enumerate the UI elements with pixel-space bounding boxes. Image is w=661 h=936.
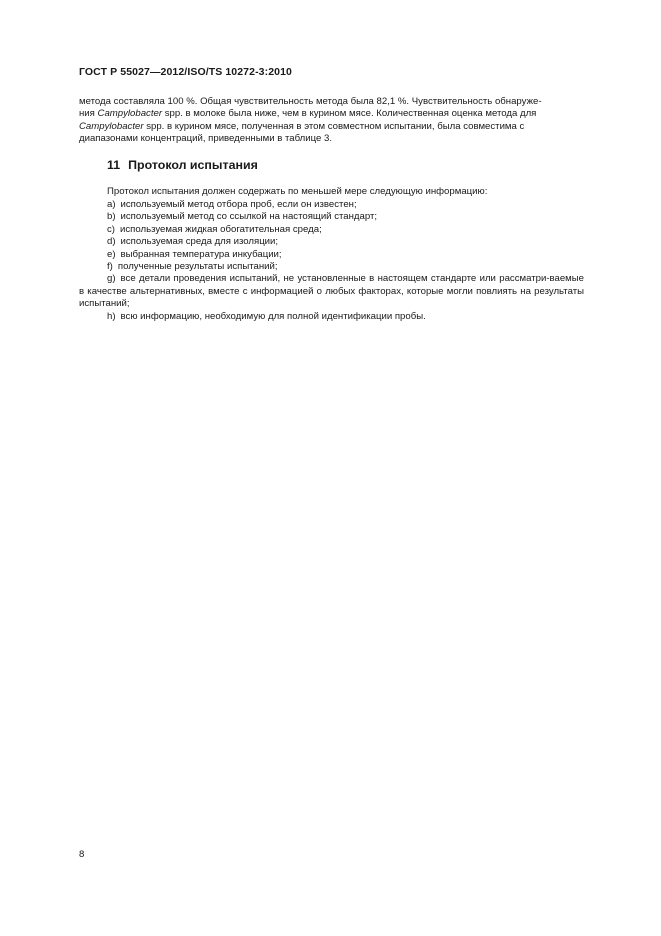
list-marker: a): [107, 199, 116, 210]
list-item-text: всю информацию, необходимую для полной идентификации пробы.: [120, 310, 426, 322]
list-item-text: все детали проведения испытаний, не установленные в настоящем стандарте или рассматри-ваемые в качестве альтернативных, вместе с информацией о любых факторах, которые могли повлиять на результаты испытаний;: [79, 273, 584, 310]
intro-line: [79, 121, 584, 133]
list-item: [79, 236, 584, 248]
list-item: [79, 273, 584, 310]
list-item: [79, 261, 584, 273]
list-item: [79, 224, 584, 236]
list-marker: e): [107, 248, 116, 260]
intro-text: ния: [79, 108, 98, 120]
list-marker: d): [107, 236, 116, 248]
requirements-list: [79, 199, 584, 323]
section-title-text: Протокол испытания: [128, 158, 258, 172]
list-item-text: используемый метод отбора проб, если он известен;: [120, 199, 357, 210]
intro-line: [79, 96, 584, 108]
genus-name: Campylobacter: [97, 108, 163, 120]
list-item-text: используемая среда для изоляции;: [120, 236, 279, 248]
list-marker: b): [107, 211, 116, 223]
section-number: 11: [107, 158, 121, 172]
intro-text: диапазонами концентраций, приведенными в таблице 3.: [79, 133, 333, 145]
intro-paragraph: [79, 96, 584, 146]
section-lead: Протокол испытания должен содержать по меньшей мере следующую информацию:: [107, 186, 488, 197]
list-item-text: используемая жидкая обогатительная среда;: [120, 223, 322, 235]
list-marker: f): [107, 261, 113, 273]
list-item: [79, 199, 584, 211]
intro-line: [79, 133, 584, 145]
intro-text: spp. в молоке была ниже, чем в курином мясе. Количественная оценка метода для: [162, 108, 537, 120]
list-item-text: используемый метод со ссылкой на настоящий стандарт;: [120, 211, 378, 223]
list-marker: c): [107, 223, 115, 235]
list-item-text: выбранная температура инкубации;: [120, 248, 282, 260]
list-marker: h): [107, 310, 116, 322]
list-marker: g): [107, 273, 116, 285]
intro-line: [79, 108, 584, 120]
list-item: [79, 311, 584, 323]
page-number: 8: [79, 849, 85, 860]
list-item-text: полученные результаты испытаний;: [117, 261, 278, 273]
section-heading: [107, 158, 258, 172]
list-item: [79, 211, 584, 223]
genus-name: Campylobacter: [79, 120, 144, 132]
intro-text: spp. в курином мясе, полученная в этом совместном испытании, была совместима с: [143, 120, 525, 132]
intro-text: метода составляла 100 %. Общая чувствительность метода была 82,1 %. Чувствительность обнаруже-: [79, 96, 542, 107]
document-header: ГОСТ Р 55027—2012/ISO/TS 10272-3:2010: [79, 66, 292, 78]
list-item: [79, 249, 584, 261]
